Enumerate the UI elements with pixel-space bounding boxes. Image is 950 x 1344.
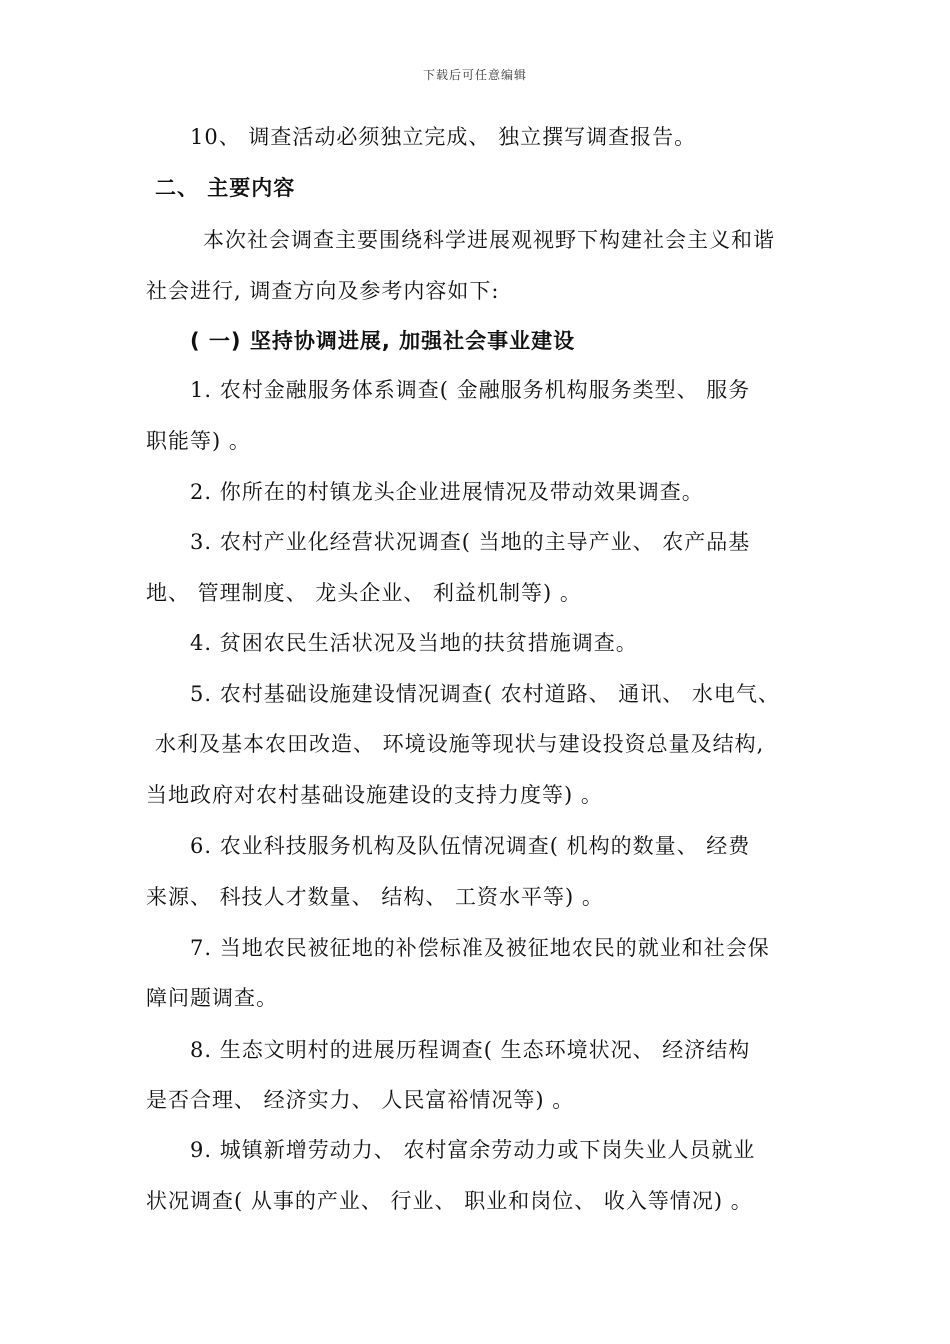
text-line-item-5: 5. 农村基础设施建设情况调查( 农村道路、 通讯、 水电气、 bbox=[190, 682, 780, 706]
text-line-item-5-cont: 水利及基本农田改造、 环境设施等现状与建设投资总量及结构, bbox=[155, 732, 765, 756]
page-header: 下载后可任意编辑 bbox=[422, 68, 527, 82]
text-line-intro: 本次社会调查主要围绕科学进展观视野下构建社会主义和谐 bbox=[203, 228, 775, 252]
text-line-item-5-cont2: 当地政府对农村基础设施建设的支持力度等) 。 bbox=[146, 783, 603, 807]
text-line-item-1: 1. 农村金融服务体系调查( 金融服务机构服务类型、 服务 bbox=[190, 378, 751, 402]
text-line-item-10: 10、 调查活动必须独立完成、 独立撰写调查报告。 bbox=[190, 125, 697, 149]
text-line-item-7-cont: 障问题调查。 bbox=[146, 986, 278, 1010]
section-heading-main-content: 二、 主要内容 bbox=[155, 176, 296, 200]
text-line-item-7: 7. 当地农民被征地的补偿标准及被征地农民的就业和社会保 bbox=[190, 936, 770, 960]
text-line-item-4: 4. 贫困农民生活状况及当地的扶贫措施调查。 bbox=[190, 631, 638, 655]
text-line-item-6: 6. 农业科技服务机构及队伍情况调查( 机构的数量、 经费 bbox=[190, 834, 751, 858]
text-line-item-3-cont: 地、 管理制度、 龙头企业、 利益机制等) 。 bbox=[146, 581, 582, 605]
text-line-item-9: 9. 城镇新增劳动力、 农村富余劳动力或下岗失业人员就业 bbox=[190, 1138, 756, 1162]
text-line-item-9-cont: 状况调查( 从事的产业、 行业、 职业和岗位、 收入等情况) 。 bbox=[146, 1189, 753, 1213]
text-line-item-8: 8. 生态文明村的进展历程调查( 生态环境状况、 经济结构 bbox=[190, 1038, 751, 1062]
text-line-item-1-cont: 职能等) 。 bbox=[146, 429, 251, 453]
text-line-item-2: 2. 你所在的村镇龙头企业进展情况及带动效果调查。 bbox=[190, 480, 704, 504]
subsection-heading-1: ( 一) 坚持协调进展, 加强社会事业建设 bbox=[190, 329, 576, 353]
text-line-item-3: 3. 农村产业化经营状况调查( 当地的主导产业、 农产品基 bbox=[190, 530, 751, 554]
text-line-item-8-cont: 是否合理、 经济实力、 人民富裕情况等) 。 bbox=[146, 1088, 575, 1112]
text-line-item-6-cont: 来源、 科技人才数量、 结构、 工资水平等) 。 bbox=[146, 885, 604, 909]
text-line-intro-cont: 社会进行, 调查方向及参考内容如下: bbox=[146, 279, 500, 303]
